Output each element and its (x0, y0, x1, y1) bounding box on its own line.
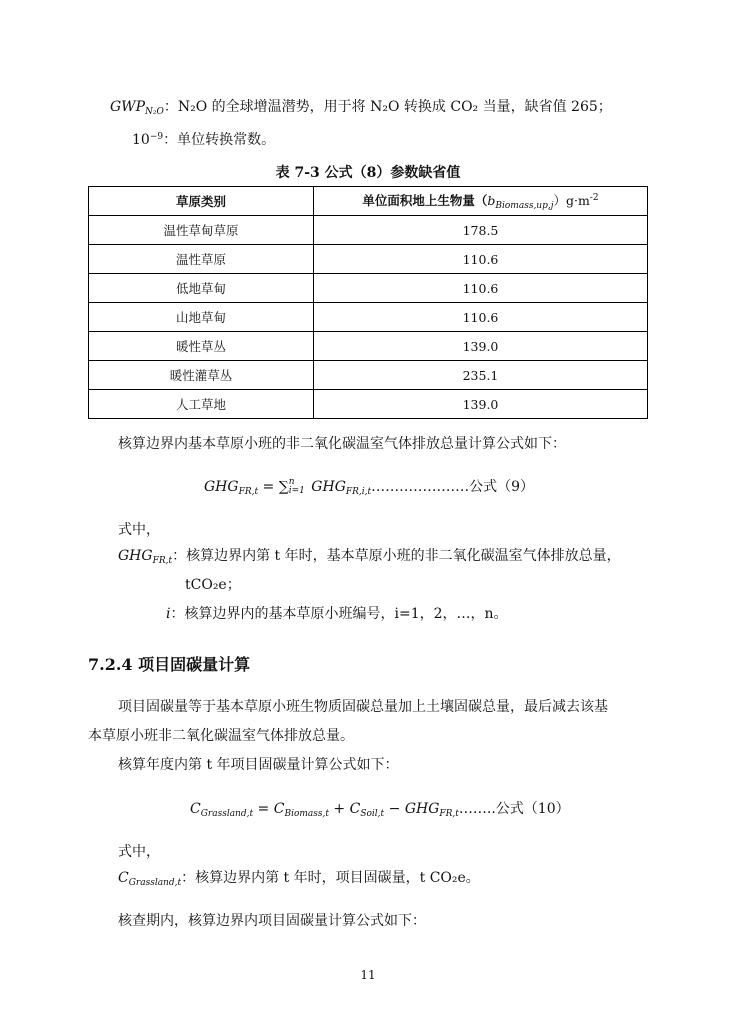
formula-9: $GHG_{FR,t}$ = ∑ n i=1 $GHG_{FR,i,t}\dots\dots\dots\dots\dots\dots\dots$公式（9） (204, 477, 535, 497)
definition-gwp (110, 97, 612, 122)
cell-type: 温性草原 (89, 245, 314, 274)
definition-text: ：N₂O 的全球增温潜势，用于将 N₂O 转换成 CO₂ 当量，缺省值 265； (163, 99, 612, 115)
parameter-table (88, 186, 648, 419)
table-row (89, 303, 648, 332)
table-row (89, 245, 648, 274)
cell-value: 235.1 (314, 361, 648, 390)
cell-value: 110.6 (314, 303, 648, 332)
header-biomass: 单位面积地上生物量$(b_{Biomass,up,j})g\cdot m^{-2}$ (314, 187, 648, 216)
formula-9-label: 公式（9） (469, 479, 535, 495)
paragraph-annual-intro: 核算年度内第 t 年项目固碳量计算公式如下： (118, 757, 399, 773)
where-label-2: 式中， (118, 844, 160, 860)
table-title: 表 7-3 公式（8）参数缺省值 (275, 165, 461, 181)
cell-type: 山地草甸 (89, 303, 314, 332)
cell-value: 139.0 (314, 332, 648, 361)
paragraph-emission-intro: 核算边界内基本草原小班的非二氧化碳温室气体排放总量计算公式如下： (118, 436, 566, 452)
cell-value: 110.6 (314, 245, 648, 274)
definition-ghg: $GHG_{FR,t}$：核算边界内第 t 年时，基本草原小班的非二氧化碳温室气体排放总量， (118, 548, 621, 566)
symbol-gwp: $GWP_{N_2O}$ (110, 99, 164, 117)
definition-i: i：核算边界内的基本草原小班编号，i=1，2，…，n。 (166, 606, 508, 622)
paragraph-verification-intro: 核查期内，核算边界内项目固碳量计算公式如下： (118, 913, 426, 929)
cell-type: 人工草地 (89, 390, 314, 419)
where-label: 式中， (118, 522, 160, 538)
table-row (89, 361, 648, 390)
cell-type: 温性草甸草原 (89, 216, 314, 245)
header-grassland-type: 草原类别 (89, 187, 314, 216)
formula-10-label: 公式（10） (495, 801, 570, 817)
section-heading: 7.2.4 项目固碳量计算 (88, 655, 251, 674)
cell-value: 178.5 (314, 216, 648, 245)
formula-10: $C_{Grassland,t} = C_{Biomass,t} + C_{Soil,t}$ − $GHG_{FR,t}\dots\dots$..公式（10） (190, 801, 570, 819)
cell-type: 低地草甸 (89, 274, 314, 303)
table-row (89, 390, 648, 419)
definition-unit-conversion: $10^{-9}$：单位转换常数。 (132, 132, 276, 148)
definition-ghg-continued: tCO₂e； (185, 577, 241, 593)
cell-type: 暖性灌草丛 (89, 361, 314, 390)
table-row (89, 216, 648, 245)
page-number: 11 (360, 968, 376, 982)
paragraph-sequestration-line1: 项目固碳量等于基本草原小班生物质固碳总量加上土壤固碳总量，最后减去该基 (118, 699, 608, 715)
paragraph-sequestration-line2: 本草原小班非二氧化碳温室气体排放总量。 (88, 728, 354, 744)
table-row (89, 274, 648, 303)
cell-value: 110.6 (314, 274, 648, 303)
cell-type: 暖性草丛 (89, 332, 314, 361)
cell-value: 139.0 (314, 390, 648, 419)
table-header-row (89, 187, 648, 216)
table-row (89, 332, 648, 361)
definition-c-grassland: $C_{Grassland,t}$：核算边界内第 t 年时，项目固碳量，t CO₂e。 (118, 870, 480, 888)
